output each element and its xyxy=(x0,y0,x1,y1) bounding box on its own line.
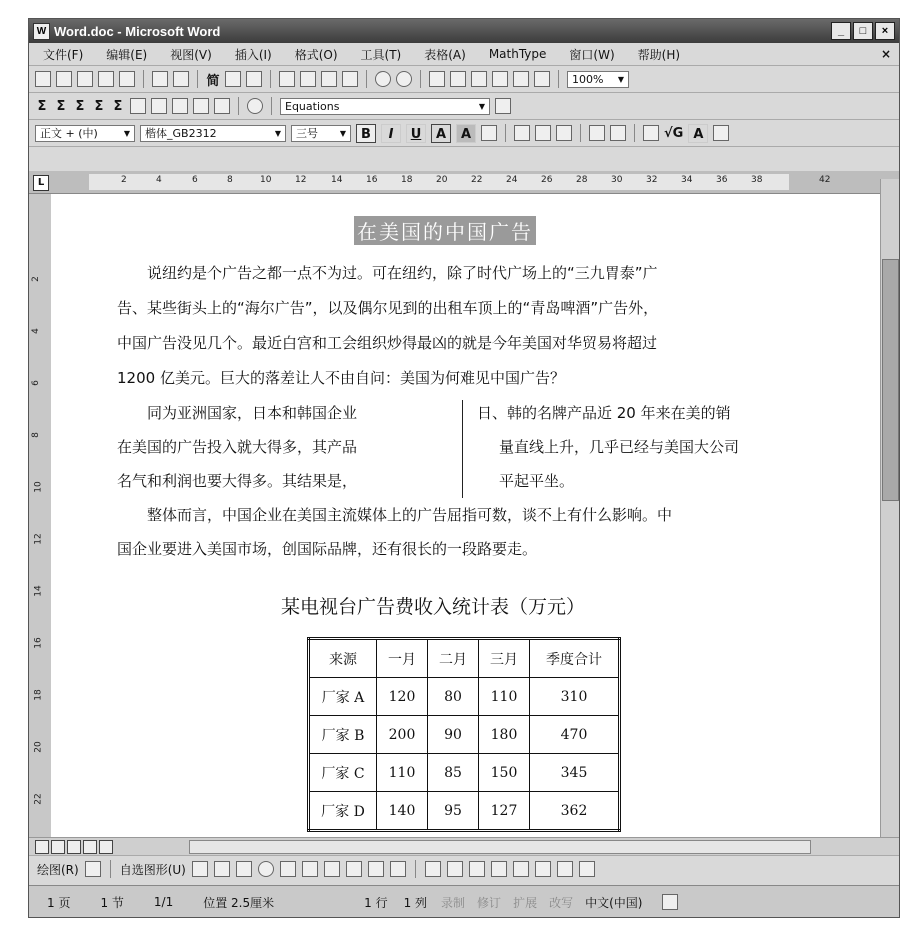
ruler-number: 2 xyxy=(121,175,127,185)
spelling-status-icon[interactable] xyxy=(662,894,678,910)
ruler-number: 24 xyxy=(506,175,518,185)
table-cell[interactable]: 362 xyxy=(530,792,620,831)
horizontal-scrollbar[interactable] xyxy=(29,837,900,855)
reading-view-icon[interactable] xyxy=(99,840,113,854)
table-cell[interactable]: 110 xyxy=(479,678,530,716)
status-line: 1 行 xyxy=(364,895,388,910)
ruler-number: 28 xyxy=(576,175,588,185)
table-header-cell[interactable]: 三月 xyxy=(479,639,530,678)
mathtype-sigma-button[interactable]: Σ xyxy=(75,98,85,114)
revenue-table[interactable] xyxy=(307,637,621,832)
open-folder-icon[interactable] xyxy=(56,71,72,87)
ruler-number: 38 xyxy=(751,175,763,185)
toolbar-separator xyxy=(238,97,239,115)
character-shading-button[interactable]: A xyxy=(456,124,476,143)
status-language: 中文(中国) xyxy=(585,895,643,910)
status-trk[interactable]: 修订 xyxy=(477,895,502,910)
increase-indent-icon[interactable] xyxy=(610,125,626,141)
table-cell[interactable]: 120 xyxy=(377,678,428,716)
paragraph-line: 1200 亿美元。巨大的落差让人不由自问：美国为何难见中国广告？ xyxy=(117,369,565,387)
autoshapes-button[interactable]: 自选图形(U) xyxy=(119,862,186,877)
menu-bar xyxy=(29,43,899,66)
table-cell[interactable]: 200 xyxy=(377,716,428,754)
select-objects-icon[interactable] xyxy=(85,861,101,877)
status-page: 1 页 xyxy=(47,895,71,910)
minimize-button[interactable]: _ xyxy=(831,22,851,40)
status-rec[interactable]: 录制 xyxy=(441,895,466,910)
font-color-icon[interactable] xyxy=(469,861,485,877)
align-right-icon[interactable] xyxy=(556,125,572,141)
permission-icon[interactable] xyxy=(98,71,114,87)
ruler-number: 34 xyxy=(681,175,693,185)
drawing-icon[interactable] xyxy=(534,71,550,87)
zoom-combo[interactable] xyxy=(567,71,629,88)
cut-icon[interactable] xyxy=(279,71,295,87)
decrease-indent-icon[interactable] xyxy=(589,125,605,141)
table-cell[interactable]: 150 xyxy=(479,754,530,792)
spelling-icon[interactable] xyxy=(225,71,241,87)
style-combo[interactable] xyxy=(35,125,135,142)
undo-icon[interactable] xyxy=(375,71,391,87)
vertical-scroll-thumb[interactable] xyxy=(882,259,899,501)
word-window xyxy=(28,18,900,918)
toolbar-separator xyxy=(558,70,559,88)
ruler-number: 22 xyxy=(471,175,483,185)
table-cell[interactable]: 345 xyxy=(530,754,620,792)
web-view-icon[interactable] xyxy=(51,840,65,854)
redo-icon[interactable] xyxy=(396,71,412,87)
table-cell[interactable]: 140 xyxy=(377,792,428,831)
line-color-icon[interactable] xyxy=(447,861,463,877)
menu-view[interactable]: 视图(V) xyxy=(170,47,212,62)
ruler-number: 18 xyxy=(401,175,413,185)
print-preview-icon[interactable] xyxy=(173,71,189,87)
table-cell[interactable]: 310 xyxy=(530,678,620,716)
ruler-number: 8 xyxy=(30,432,41,438)
normal-view-icon[interactable] xyxy=(35,840,49,854)
column-right-line: 日、韩的名牌产品近 20 年来在美的销 xyxy=(477,404,731,422)
equation-update-icon[interactable] xyxy=(214,98,230,114)
rectangle-icon[interactable] xyxy=(236,861,252,877)
ruler-number: 22 xyxy=(33,793,44,805)
mathtype-toolbar xyxy=(29,93,899,120)
ruler-number: 12 xyxy=(33,533,44,545)
chevron-down-icon: ▼ xyxy=(123,128,130,138)
arrow-icon[interactable] xyxy=(214,861,230,877)
oval-icon[interactable] xyxy=(258,861,274,877)
save-icon[interactable] xyxy=(77,71,93,87)
status-ovr[interactable]: 改写 xyxy=(549,895,574,910)
status-position: 位置 2.5厘米 xyxy=(203,895,275,910)
vertical-ruler[interactable] xyxy=(29,194,52,837)
font-size-value: 三号 xyxy=(296,126,318,140)
table-cell[interactable]: 厂家 A xyxy=(309,678,377,716)
table-row xyxy=(309,716,620,754)
menu-file[interactable]: 文件(F) xyxy=(43,47,84,62)
dash-style-icon[interactable] xyxy=(513,861,529,877)
ruler-number: 36 xyxy=(716,175,728,185)
ruler-number: 14 xyxy=(33,585,44,597)
table-cell[interactable]: 85 xyxy=(428,754,479,792)
highlight-icon[interactable] xyxy=(643,125,659,141)
toolbar-separator xyxy=(420,70,421,88)
horizontal-ruler[interactable] xyxy=(29,171,900,194)
ruler-number: 26 xyxy=(541,175,553,185)
mathtype-equation-icon[interactable] xyxy=(130,98,146,114)
maximize-button[interactable]: □ xyxy=(853,22,873,40)
table-cell[interactable]: 厂家 D xyxy=(309,792,377,831)
picture-icon[interactable] xyxy=(390,861,406,877)
mathtype-sigma-button[interactable]: Σ xyxy=(37,98,47,114)
title-bar[interactable] xyxy=(29,19,899,43)
column-left-line: 在美国的广告投入就大得多，其产品 xyxy=(117,438,358,456)
toolbar-separator xyxy=(634,124,635,142)
fill-color-icon[interactable] xyxy=(425,861,441,877)
paragraph-line: 说纽约是个广告之都一点不为过。可在纽约，除了时代广场上的“三九胃泰”广 xyxy=(147,264,658,282)
new-document-icon[interactable] xyxy=(35,71,51,87)
chevron-down-icon: ▼ xyxy=(478,101,485,111)
ruler-number: 20 xyxy=(33,741,44,753)
columns-icon[interactable] xyxy=(513,71,529,87)
status-ext[interactable]: 扩展 xyxy=(513,895,538,910)
menu-table[interactable]: 表格(A) xyxy=(424,47,466,62)
menu-format[interactable]: 格式(O) xyxy=(294,47,338,62)
email-icon[interactable] xyxy=(119,71,135,87)
hyperlink-icon[interactable] xyxy=(429,71,445,87)
equation-reference-icon[interactable] xyxy=(172,98,188,114)
table-cell[interactable]: 470 xyxy=(530,716,620,754)
clip-art-icon[interactable] xyxy=(368,861,384,877)
paste-icon[interactable] xyxy=(321,71,337,87)
equation-chapter-icon[interactable] xyxy=(193,98,209,114)
copy-icon[interactable] xyxy=(300,71,316,87)
ruler-number: 6 xyxy=(30,380,41,386)
toolbar-separator xyxy=(110,860,111,878)
status-page-of: 1/1 xyxy=(153,895,174,909)
table-row xyxy=(309,754,620,792)
paragraph-line: 告、某些街头上的“海尔广告”，以及偶尔见到的出租车顶上的“青岛啤酒”广告外， xyxy=(117,299,659,317)
3d-style-icon[interactable] xyxy=(579,861,595,877)
equations-label: Equations xyxy=(285,99,340,113)
line-style-icon[interactable] xyxy=(491,861,507,877)
table-header-cell[interactable]: 季度合计 xyxy=(530,639,620,678)
column-right-line: 量直线上升，几乎已经与美国大公司 xyxy=(499,438,740,456)
toolbar-options-icon[interactable] xyxy=(713,125,729,141)
chevron-down-icon: ▼ xyxy=(339,128,346,138)
research-icon[interactable] xyxy=(246,71,262,87)
equation-number-icon[interactable] xyxy=(151,98,167,114)
paragraph-line: 整体而言，中国企业在美国主流媒体上的广告屈指可数，谈不上有什么影响。中 xyxy=(147,506,673,524)
ruler-number: 18 xyxy=(33,689,44,701)
toolbar-separator xyxy=(143,70,144,88)
table-header-row xyxy=(309,639,620,678)
ruler-number: 14 xyxy=(331,175,343,185)
ruler-number: 16 xyxy=(33,637,44,649)
column-left-line: 同为亚洲国家，日本和韩国企业 xyxy=(147,404,358,422)
font-color-button[interactable]: A xyxy=(688,124,708,143)
table-row xyxy=(309,678,620,716)
status-section: 1 节 xyxy=(100,895,124,910)
wordart-icon[interactable] xyxy=(324,861,340,877)
status-bar xyxy=(29,885,900,918)
column-right-line: 平起平坐。 xyxy=(499,472,575,490)
toolbar-options-icon[interactable] xyxy=(495,98,511,114)
ruler-number: 6 xyxy=(192,175,198,185)
menu-edit[interactable]: 编辑(E) xyxy=(106,47,148,62)
font-combo[interactable] xyxy=(140,125,286,142)
toolbar-separator xyxy=(366,70,367,88)
vertical-text-box-icon[interactable] xyxy=(302,861,318,877)
italic-button[interactable]: I xyxy=(381,124,401,143)
toolbar-separator xyxy=(580,124,581,142)
table-caption: 某电视台广告费收入统计表（万元） xyxy=(281,596,586,618)
table-cell[interactable]: 80 xyxy=(428,678,479,716)
character-scale-icon[interactable] xyxy=(481,125,497,141)
horizontal-scroll-thumb[interactable] xyxy=(189,840,811,854)
table-cell[interactable]: 95 xyxy=(428,792,479,831)
font-value: 楷体_GB2312 xyxy=(145,126,217,140)
document-title: 在美国的中国广告 xyxy=(354,216,536,245)
column-divider xyxy=(462,400,463,498)
text-box-icon[interactable] xyxy=(280,861,296,877)
align-center-icon[interactable] xyxy=(535,125,551,141)
underline-button[interactable]: U xyxy=(406,124,426,143)
ruler-number: 2 xyxy=(30,276,41,282)
ruler-number: 8 xyxy=(227,175,233,185)
menu-mathtype[interactable]: MathType xyxy=(488,47,547,61)
table-cell[interactable]: 110 xyxy=(377,754,428,792)
status-column: 1 列 xyxy=(403,895,428,910)
window-title: Word.doc - Microsoft Word xyxy=(54,23,221,39)
equations-combo[interactable] xyxy=(280,98,490,115)
tables-borders-icon[interactable] xyxy=(450,71,466,87)
close-button[interactable]: × xyxy=(875,22,895,40)
ruler-number: 30 xyxy=(611,175,623,185)
arrow-style-icon[interactable] xyxy=(535,861,551,877)
ruler-number: 10 xyxy=(260,175,272,185)
table-header-cell[interactable]: 一月 xyxy=(377,639,428,678)
column-left-line: 名气和利润也要大得多。其结果是， xyxy=(117,472,358,490)
diagram-icon[interactable] xyxy=(346,861,362,877)
chevron-down-icon: ▼ xyxy=(274,128,281,138)
style-value: 正文 + (中) xyxy=(40,126,98,140)
menu-insert[interactable]: 插入(I) xyxy=(234,47,272,62)
ruler-number: 4 xyxy=(30,328,41,334)
ruler-number: 42 xyxy=(819,175,831,185)
word-app-icon[interactable]: W xyxy=(33,23,50,40)
align-left-icon[interactable] xyxy=(514,125,530,141)
drawing-toolbar xyxy=(29,855,900,882)
chevron-down-icon: ▼ xyxy=(617,74,624,84)
vertical-scrollbar[interactable] xyxy=(880,179,899,837)
draw-menu-button[interactable]: 绘图(R) xyxy=(37,862,79,877)
sqrt-button[interactable]: √G xyxy=(664,125,684,141)
font-size-combo[interactable] xyxy=(291,125,351,142)
table-header-cell[interactable]: 来源 xyxy=(309,639,377,678)
standard-toolbar xyxy=(29,66,899,93)
toolbar-separator xyxy=(270,70,271,88)
menu-help[interactable]: 帮助(H) xyxy=(637,47,681,62)
ruler-number: 12 xyxy=(295,175,307,185)
table-cell[interactable]: 90 xyxy=(428,716,479,754)
toolbar-separator xyxy=(271,97,272,115)
line-icon[interactable] xyxy=(192,861,208,877)
formatting-toolbar xyxy=(29,120,899,147)
table-cell[interactable]: 厂家 B xyxy=(309,716,377,754)
bold-button[interactable]: B xyxy=(356,124,376,143)
toolbar-separator xyxy=(415,860,416,878)
table-row xyxy=(309,792,620,831)
paragraph-line: 中国广告没见几个。最近白宫和工会组织炒得最凶的就是今年美国对华贸易将超过 xyxy=(117,334,658,352)
toolbar-separator xyxy=(197,70,198,88)
table-header-cell[interactable]: 二月 xyxy=(428,639,479,678)
toolbar-separator xyxy=(505,124,506,142)
table-cell[interactable]: 厂家 C xyxy=(309,754,377,792)
document-close-button[interactable]: × xyxy=(880,47,891,61)
insert-table-icon[interactable] xyxy=(471,71,487,87)
ruler-number: 20 xyxy=(436,175,448,185)
format-painter-icon[interactable] xyxy=(342,71,358,87)
zoom-value: 100% xyxy=(572,72,604,86)
mathtype-sigma-button[interactable]: Σ xyxy=(94,98,104,114)
menu-tools[interactable]: 工具(T) xyxy=(360,47,402,62)
menu-window[interactable]: 窗口(W) xyxy=(569,47,615,62)
table-cell[interactable]: 127 xyxy=(479,792,530,831)
ruler-number: 32 xyxy=(646,175,658,185)
paragraph-line: 国企业要进入美国市场，创国际品牌，还有很长的一段路要走。 xyxy=(117,540,538,558)
table-cell[interactable]: 180 xyxy=(479,716,530,754)
mathtype-sigma-button[interactable]: Σ xyxy=(113,98,123,114)
print-icon[interactable] xyxy=(152,71,168,87)
ruler-number: 4 xyxy=(156,175,162,185)
insert-excel-icon[interactable] xyxy=(492,71,508,87)
shadow-style-icon[interactable] xyxy=(557,861,573,877)
outline-view-icon[interactable] xyxy=(83,840,97,854)
character-border-button[interactable]: A xyxy=(431,124,451,143)
print-layout-icon[interactable] xyxy=(67,840,81,854)
mathtype-sigma-button[interactable]: Σ xyxy=(56,98,66,114)
mathtype-web-icon[interactable] xyxy=(247,98,263,114)
simplified-chinese-button[interactable]: 简 xyxy=(206,73,220,89)
document-page[interactable] xyxy=(51,194,883,837)
tab-selector[interactable]: L xyxy=(33,175,49,191)
ruler-number: 16 xyxy=(366,175,378,185)
ruler-number: 10 xyxy=(33,481,44,493)
